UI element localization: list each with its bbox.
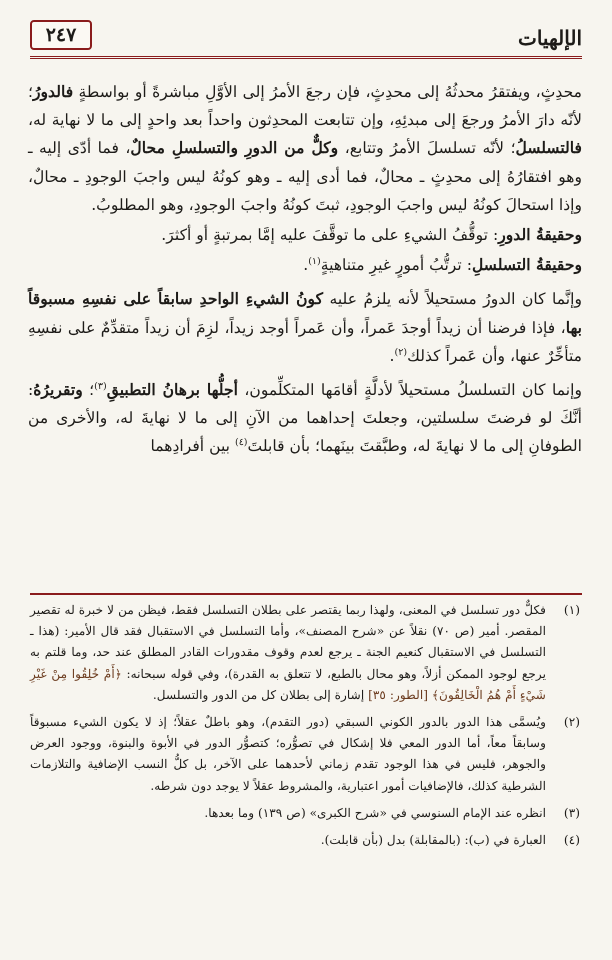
running-title: الإلهيات [517,26,582,50]
quran-verse: ﴿أَمْ خُلِقُوا مِنْ غَيْرِ شَيْءٍ أَمْ هُمُ الْخَالِقُونَ﴾ [30,666,546,702]
text-span: : أنَّكَ لو فرضتَ سلسلتين، وجعلتَ إحداهما من الآنِ إلى ما لا نهايةَ له، والأخرى من الطوفانِ إلى ما لا نهايةَ له، وطبَّقتَ بينَهما؛ بأن قابلتَ [28,381,582,456]
footnote-text: العبارة في (ب): (بالمقابلة) بدل (بأن قابلت). [320,833,546,848]
paragraph-dawr-impossible [28,285,582,370]
footnote-ref[interactable]: (٢) [394,346,408,358]
term-dawr: فالدورُ [32,82,74,101]
definition-tasalsul [28,251,582,279]
verse-reference: [الطور: ٣٥] [368,687,432,702]
text-span: ، فما أدّى إليه ـ وهو افتقارُهُ إلى محدِثٍ ـ محالٌ، فما أدى إليه ـ وهو كونُهُ ليس واجبَ الوجودِ ـ محالٌ، وإذا استحالَ كونُهُ ليس واجبَ الوجودِ، ثبتَ كونُهُ واجبَ الوجودِ، وهو المطلوبُ. [28,139,582,214]
page-number: ٢٤٧ [30,20,92,50]
page-header [30,18,582,62]
text-span: وإنَّما كان الدورُ مستحيلاً لأنه يلزمُ عليه [323,290,582,309]
footnote-number: (٤) [563,833,580,848]
footnote-text: ويُسمَّى هذا الدور بالدور الكوني السبقي (دور التقدم)، وهو باطلٌ عقلاً؛ إذ لا يكون الشيء مسبوقاً وسابقاً معاً، أما الدور المعي فلا إشكال في تصوُّره؛ كتصوُّر الدور في الأبوة والبنوة، ووجود العرض والجوهر، فليس في هذا الوجود تقدم زماني لأحدهما على الآخر، بل كلُّ النسب الإضافية والتلازمات الشرطية كذلك، فالإضافيات أمور اعتبارية، والمشروط عقلاً لا يوجد دون شرطه. [30,715,546,793]
footnote-number: (١) [563,603,580,617]
key-claim: كونُ الشيءِ الواحدِ سابقاً على نفسِهِ مسبوقاً بها [28,289,582,337]
paragraph-dawr-tasalsul [28,78,582,219]
key-claim: وكلٌّ من الدورِ والتسلسلِ محالٌ [130,138,339,158]
definition-term: وحقيقةُ التسلسلِ [471,255,582,275]
text-span: ؛ [82,381,95,400]
text-span: وإنما كان التسلسلُ مستحيلاً لأدلَّةٍ أقامَها المتكلِّمون، [237,381,582,400]
text-span: ، فإذا فرضنا أن زيداً أوجدَ عَمراً، وأن عَمراً أوجد زيداً، لزِمَ أن زيداً متقدِّمٌ على نفسِهِ متأخِّرٌ عنها، وأن عَمراً كذلك [28,318,582,365]
text-span: . [389,346,395,365]
footnote-4 [30,830,580,851]
footnote-number: (٣) [563,805,580,820]
text-span: بين أفرادِهما [150,437,235,456]
paragraph-tasalsul-impossible [28,376,582,461]
definition-text: : توقُّفُ الشيءِ على ما توقَّفَ عليه إمَّا بمرتبةٍ أو أكثرَ. [161,226,499,245]
footnote-text: انظره عند الإمام السنوسي في «شرح الكبرى» (ص ١٣٩) وما بعدها. [204,805,546,820]
text-span: . [303,256,309,275]
footnote-divider [30,593,582,595]
definition-dawr [28,221,582,249]
header-divider [30,56,582,59]
footnote-3 [30,803,580,824]
footnote-ref[interactable]: (٣) [94,381,107,393]
term-taqrir: وتقريرُهُ [33,380,83,400]
footnote-1 [30,600,580,706]
footnote-2 [30,712,580,797]
text-span: ؛ لأنّه دارَ الأمرُ ورجعَ إلى مبدئِهِ، وإن تتابعت المحدِثون واحداً بعد واحدٍ إلى ما لا نهاية له، [28,83,582,130]
text-span: محدِثٍ، ويفتقرُ محدثُهُ إلى محدِثٍ، فإن رجعَ الأمرُ إلى الأوَّلِ مباشرةً أو بواسطةٍ [73,83,582,101]
footnote-ref[interactable]: (١) [308,256,321,268]
footnote-text: فكلٌّ دور تسلسل في المعنى، ولهذا ربما يقتصر على بطلان التسلسل فقط، فيظن من لا خبرة له تقصير المقصر. أمير (ص ٧٠) نقلاً عن «شرح المصنف»، وأما التسلسل في الاستقبال فقد قال الأمير: (هذا ـ التسلسل في الاستقبال كنعيم الجنة ـ يرجع لعدم وقوف مقدورات القادر المطلق عند حد، وما قلتم به يرجع لوجود الممكن أزلاً، وهو محال بالطبع، لا تتعلق به القدرة)، وفي قوله سبحانه: [30,603,546,681]
footnote-number: (٢) [563,715,580,730]
text-span: ؛ لأنّه تسلسلَ الأمرُ وتتابع، [338,139,516,158]
term-tasalsul: فالتسلسلُ [515,138,582,158]
main-text [28,78,582,461]
definition-term: وحقيقةُ الدورِ [498,225,582,245]
footnote-text: إشارة إلى بطلان كل من الدور والتسلسل. [152,687,369,702]
key-claim: أجلُّها برهانُ التطبيقِ [106,380,238,400]
definition-text: : ترتُّبُ أمورٍ غيرِ متناهيةٍ [320,256,472,275]
footnote-ref[interactable]: (٤) [234,437,248,449]
footnotes [30,600,580,857]
